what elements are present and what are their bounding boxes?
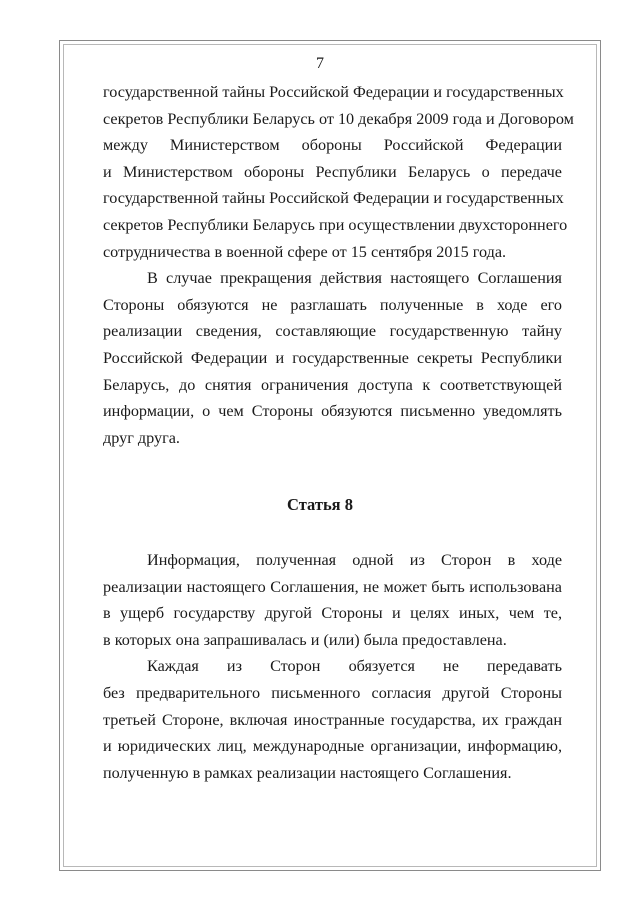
- text-line: в ущерб государству другой Стороны и целях иных, чем те,: [103, 604, 562, 623]
- text-line: Беларусь, до снятия ограничения доступа к соответствующей: [103, 375, 562, 394]
- text-line: полученную в рамках реализации настоящего Соглашения.: [103, 763, 512, 782]
- text-line: друг друга.: [103, 428, 180, 447]
- text-line: Российской Федерации и государственные секреты Республики: [103, 348, 562, 367]
- text-line: сотрудничества в военной сфере от 15 сентября 2015 года.: [103, 242, 507, 261]
- text-line: реализации сведения, составляющие государственную тайну: [103, 322, 562, 341]
- text-line: и Министерством обороны Республики Беларусь о передаче: [103, 162, 562, 181]
- text-line: Каждая из Сторон обязуется не передавать: [147, 657, 562, 676]
- text-line: третьей Стороне, включая иностранные государства, их граждан: [103, 710, 562, 729]
- text-line: государственной тайны Российской Федерации и государственных: [103, 189, 564, 208]
- paragraph-block-1: [103, 79, 574, 451]
- page-number: 7: [316, 55, 324, 72]
- text-line: секретов Республики Беларусь при осуществлении двухстороннего: [103, 215, 568, 234]
- text-line: реализации настоящего Соглашения, не может быть использована: [103, 577, 562, 596]
- text-line: секретов Республики Беларусь от 10 декабря 2009 года и Договором: [103, 109, 574, 128]
- text-line: информации, о чем Стороны обязуются письменно уведомлять: [103, 402, 562, 421]
- text-line: между Министерством обороны Российской Федерации: [103, 136, 562, 155]
- text-line: Стороны обязуются не разглашать полученные в ходе его: [103, 295, 562, 314]
- text-line: В случае прекращения действия настоящего Соглашения: [147, 269, 562, 288]
- text-line: и юридических лиц, международные организации, информацию,: [103, 737, 562, 756]
- text-line: государственной тайны Российской Федерации и государственных: [103, 83, 564, 101]
- paragraph-block-2: [103, 547, 562, 786]
- text-line: без предварительного письменного согласия другой Стороны: [103, 683, 562, 702]
- text-line: Информация, полученная одной из Сторон в ходе: [147, 551, 562, 569]
- text-line: в которых она запрашивалась и (или) была предоставлена.: [103, 630, 507, 649]
- article-heading: Статья 8: [287, 495, 353, 514]
